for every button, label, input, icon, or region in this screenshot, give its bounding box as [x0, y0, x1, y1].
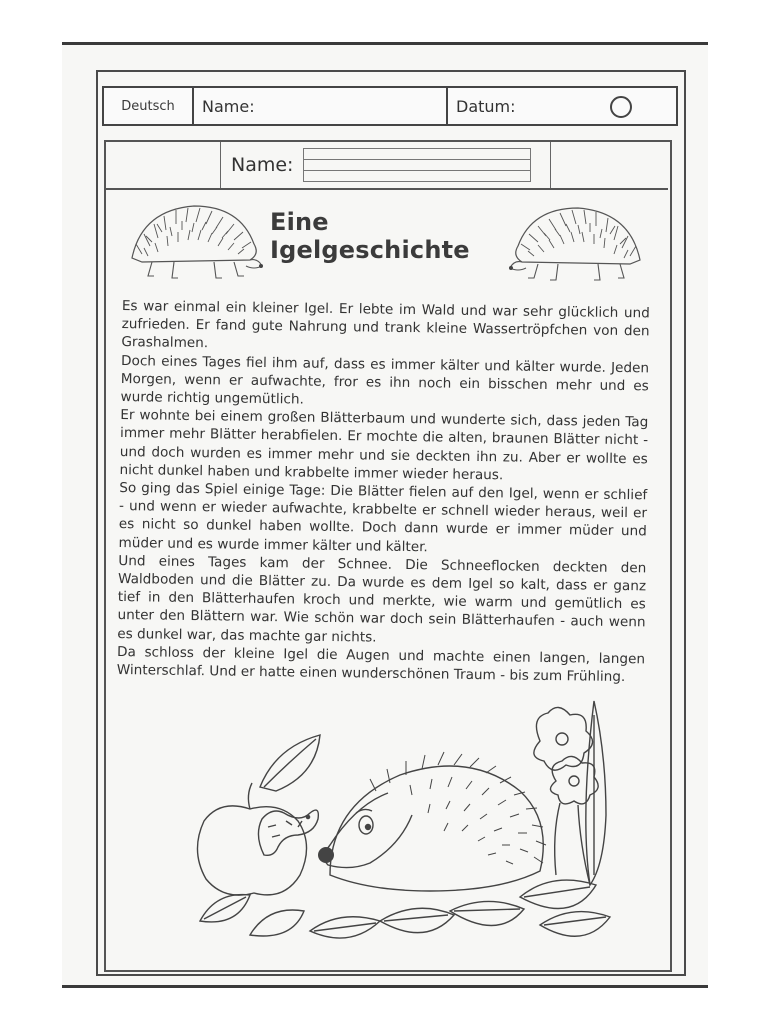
- name-writing-lines[interactable]: [303, 148, 531, 182]
- left-hedgehog-icon: [122, 196, 264, 288]
- date-cell: [448, 88, 676, 124]
- right-hedgehog-icon: [508, 198, 650, 290]
- leaf-icon: [250, 910, 304, 936]
- hedgehog-body-icon: [330, 766, 543, 891]
- story-paragraph: Es war einmal ein kleiner Igel. Er lebte im Wald und war sehr glücklich und zufrieden. Er fand gute Nahrung und trank kleine Wassertröpfchen von den Grashalmen.: [121, 297, 650, 352]
- name-cell: [194, 88, 448, 124]
- name-row-name-cell: [221, 142, 551, 188]
- story-paragraph: Da schloss der kleine Igel die Augen und machte einen langen, langen Winterschlaf. Und er hatte einen wunderschönen Traum - bis zum Frühling.: [116, 643, 646, 686]
- header-table: [102, 86, 678, 126]
- name-row: [106, 142, 668, 190]
- leaf-icon: [450, 901, 524, 925]
- story-paragraph: Doch eines Tages fiel ihm auf, dass es immer kälter und kälter wurde. Jeden Morgen, wenn er aufwachte, fror es ihn noch ein bisschen mehr und es wurde richtig ungemütlich.: [120, 352, 650, 408]
- story-paragraph: So ging das Spiel einige Tage: Die Blätter fielen auf den Igel, wenn er schlief - und wenn er wieder aufwachte, krabbelte er schnell wieder heraus, weil er es nicht so dunkel haben wollte. Doch dann wurde er immer müder und müder und es wurde immer kälter und kälter.: [118, 480, 648, 555]
- hedgehog-apple-illustration: [180, 695, 620, 963]
- leaf-icon: [520, 880, 596, 908]
- subject-cell: Deutsch: [104, 88, 194, 124]
- name-row-left-cell: [106, 142, 221, 188]
- flower-icon: [550, 756, 598, 803]
- page-title: Eine Igelgeschichte: [270, 208, 470, 264]
- date-label: Datum:: [456, 96, 516, 116]
- apple-icon: [197, 806, 306, 895]
- grade-circle-icon: [610, 96, 632, 118]
- story-paragraph: Und eines Tages kam der Schnee. Die Schneeflocken deckten den Waldboden und die Blätter zu. Da wurde es dem Igel so kalt, dass er ganz tief in den Blätterhaufen kroch und merkte, wie warm und gemütlich es unter den Blättern war. Wie schön war doch sein Blätterhaufen - auch wenn es dunkel war, das machte gar nichts.: [117, 552, 647, 646]
- name-box-label: Name:: [231, 154, 294, 176]
- hedgehog-nose-icon: [318, 847, 334, 863]
- story-text: [117, 297, 650, 687]
- story-paragraph: Er wohnte bei einem großen Blätterbaum und wunderte sich, dass jeden Tag immer mehr Blätter herabfielen. Er mochte die alten, braunen Blätter nicht - und doch wurden es immer mehr und sie deckten ihn zu. Aber er wollte es nicht dunkel haben und krabbelte immer wieder heraus.: [119, 407, 649, 484]
- name-label: Name:: [202, 96, 255, 116]
- name-row-right-cell: [551, 142, 668, 188]
